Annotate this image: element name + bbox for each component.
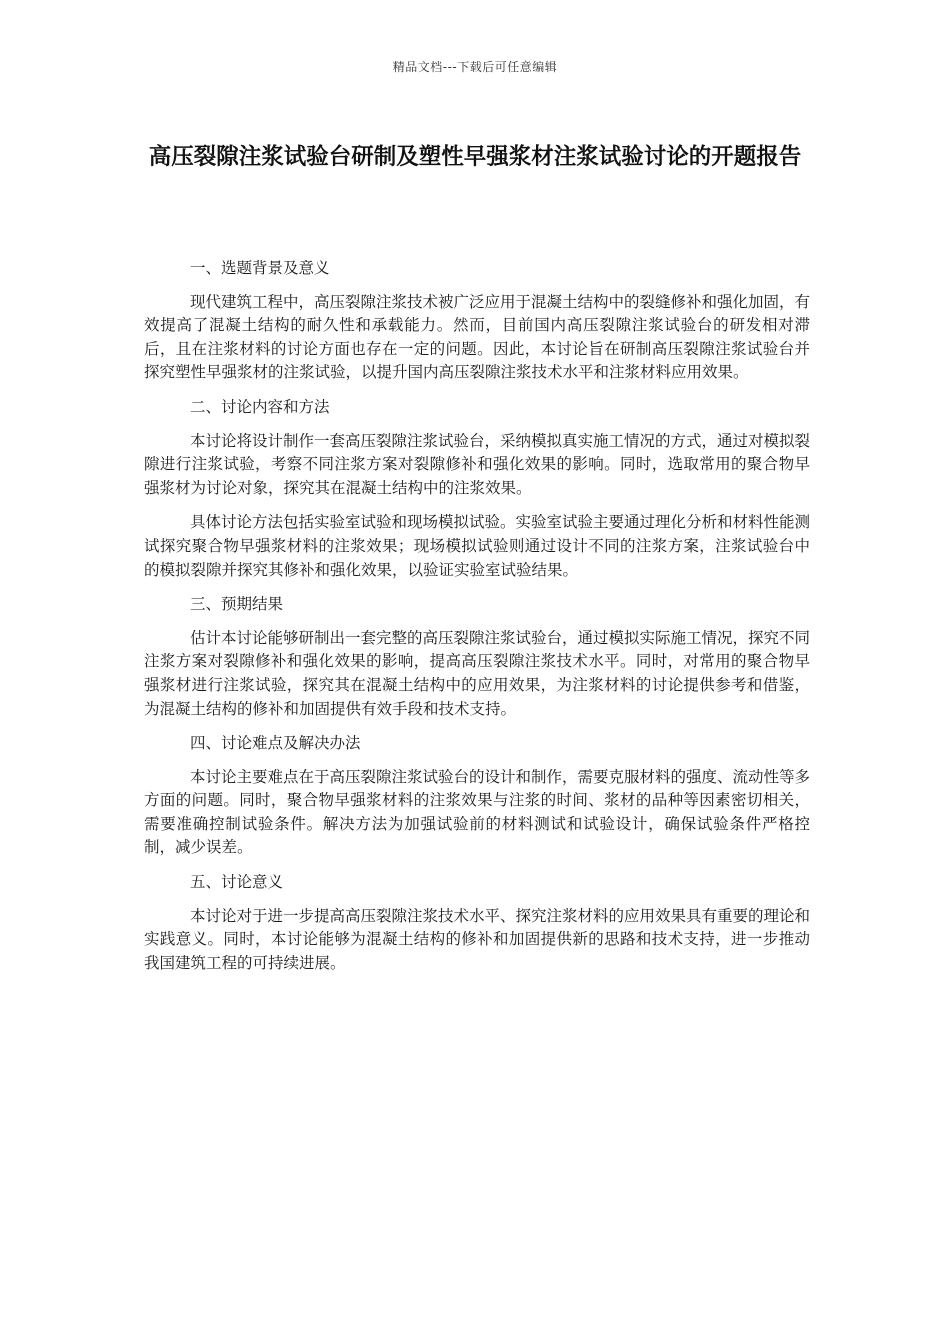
section-content-method	[144, 396, 810, 582]
paragraph: 具体讨论方法包括实验室试验和现场模拟试验。实验室试验主要通过理化分析和材料性能测试探究聚合物早强浆材料的注浆效果；现场模拟试验则通过设计不同的注浆方案，注浆试验台中的模拟裂隙并探究其修补和强化效果，以验证实验室试验结果。	[144, 513, 811, 579]
paragraph: 估计本讨论能够研制出一套完整的高压裂隙注浆试验台，通过模拟实际施工情况，探究不同注浆方案对裂隙修补和强化效果的影响，提高高压裂隙注浆技术水平。同时，对常用的聚合物早强浆材进行注浆试验，探究其在混凝土结构中的应用效果，为注浆材料的讨论提供参考和借鉴，为混凝土结构的修补和加固提供有效手段和技术支持。	[144, 628, 811, 718]
section-expected-results	[144, 593, 810, 721]
section-difficulties	[144, 732, 810, 860]
paragraph: 本讨论主要难点在于高压裂隙注浆试验台的设计和制作，需要克服材料的强度、流动性等多方面的问题。同时，聚合物早强浆材料的注浆效果与注浆的时间、浆材的品种等因素密切相关，需要准确控制试验条件。解决方法为加强试验前的材料测试和试验设计，确保试验条件严格控制，减少误差。	[144, 767, 811, 857]
section-heading: 三、预期结果	[190, 595, 284, 614]
paragraph: 本讨论对于进一步提高高压裂隙注浆技术水平、探究注浆材料的应用效果具有重要的理论和实践意义。同时，本讨论能够为混凝土结构的修补和加固提供新的思路和技术支持，进一步推动我国建筑工程的可持续进展。	[144, 906, 811, 972]
paragraph: 现代建筑工程中，高压裂隙注浆技术被广泛应用于混凝土结构中的裂缝修补和强化加固，有效提高了混凝土结构的耐久性和承载能力。然而，目前国内高压裂隙注浆试验台的研发相对滞后，且在注浆材料的讨论方面也存在一定的问题。因此，本讨论旨在研制高压裂隙注浆试验台并探究塑性早强浆材的注浆试验，以提升国内高压裂隙注浆技术水平和注浆材料应用效果。	[144, 292, 811, 382]
section-heading: 一、选题背景及意义	[190, 259, 330, 277]
header-note: 精品文档---下载后可任意编辑	[392, 60, 558, 74]
section-background	[144, 257, 810, 385]
page-title: 高压裂隙注浆试验台研制及塑性早强浆材注浆试验讨论的开题报告	[148, 144, 802, 170]
section-heading: 二、讨论内容和方法	[190, 397, 330, 416]
section-heading: 五、讨论意义	[190, 873, 284, 892]
paragraph: 本讨论将设计制作一套高压裂隙注浆试验台，采纳模拟真实施工情况的方式，通过对模拟裂隙进行注浆试验，考察不同注浆方案对裂隙修补和强化效果的影响。同时，选取常用的聚合物早强浆材为讨论对象，探究其在混凝土结构中的注浆效果。	[144, 431, 811, 497]
document-body	[144, 257, 810, 986]
section-heading: 四、讨论难点及解决办法	[190, 734, 361, 753]
section-significance	[144, 871, 810, 975]
